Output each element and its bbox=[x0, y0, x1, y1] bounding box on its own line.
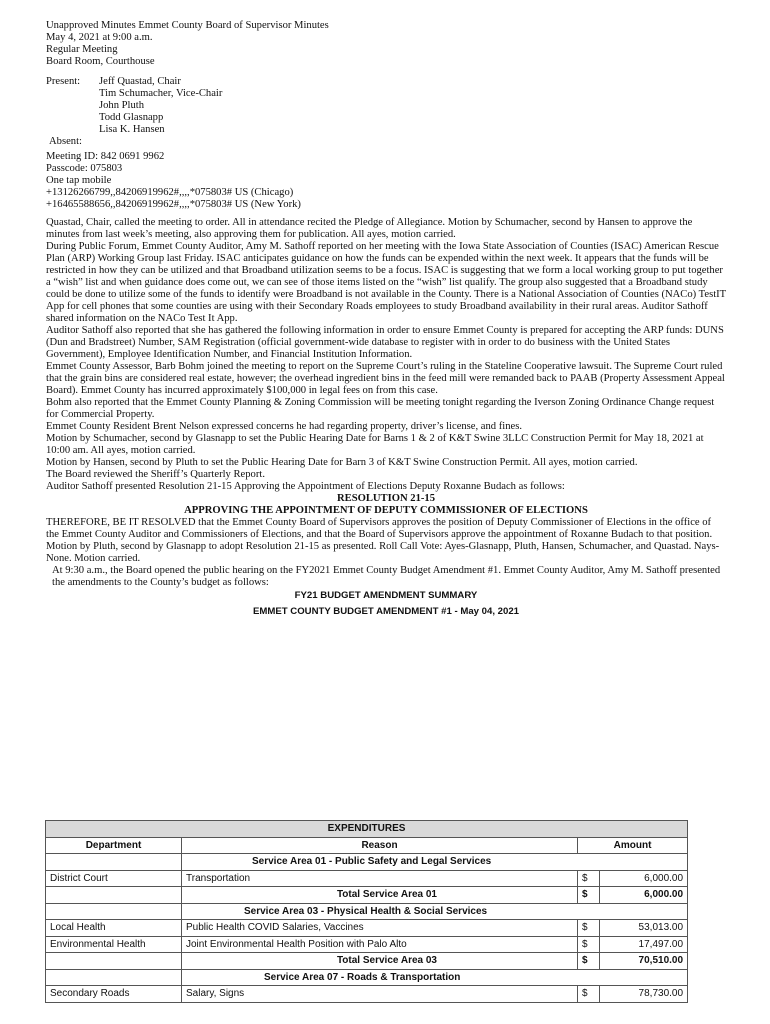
reason-cell: Transportation bbox=[182, 870, 578, 887]
paragraph-hearing-barns-1-2: Motion by Schumacher, second by Glasnapp to set the Public Hearing Date for Barns 1 & 2 of K&T Swine 3LLC Construction Permit for May 18, 2021 at 10:00 am. All ayes, motion carried. bbox=[46, 433, 704, 456]
paragraph-arp-funds: Auditor Sathoff also reported that she has gathered the following information in order to ensure Emmet County is prepared for accepting the ARP funds: DUNS (Dun and Bradstreet) Number, SAM Registration (official government-wide database to register with in order to do business with the United States Government), Employee Identification Number, and Financial Institution Information. bbox=[46, 325, 724, 360]
department-cell: Secondary Roads bbox=[46, 986, 182, 1003]
service-area-heading: Service Area 03 - Physical Health & Social Services bbox=[182, 903, 688, 920]
budget-table bbox=[45, 820, 688, 1003]
amount-cell: 17,497.00 bbox=[600, 936, 688, 953]
amount-cell: 6,000.00 bbox=[600, 870, 688, 887]
resolution-title: APPROVING THE APPOINTMENT OF DEPUTY COMMISSIONER OF ELECTIONS bbox=[184, 505, 588, 516]
currency-symbol: $ bbox=[578, 953, 600, 970]
minutes-document bbox=[46, 20, 726, 618]
paragraph-sheriff-report: The Board reviewed the Sheriff’s Quarterly Report. bbox=[46, 469, 265, 480]
amount-cell: 53,013.00 bbox=[600, 920, 688, 937]
paragraph-assessor-report: Emmet County Assessor, Barb Bohm joined the meeting to report on the Supreme Court’s ruling in the Stateline Cooperative lawsuit. The Supreme Court ruled that the grain bins are considered real estate, however; the overhead ingredient bins in the feed mill were remanded back to PAAB (Property Assessment Appeal Board). Emmet County has incurred approximately $100,000 in legal fees on from this case. bbox=[46, 361, 725, 396]
amount-cell: 78,730.00 bbox=[600, 986, 688, 1003]
total-row bbox=[46, 953, 688, 970]
reason-cell: Joint Environmental Health Position with Palo Alto bbox=[182, 936, 578, 953]
meeting-line: Meeting ID: 842 0691 9962 bbox=[46, 151, 165, 162]
currency-symbol: $ bbox=[578, 920, 600, 937]
paragraph-resolution-intro: Auditor Sathoff presented Resolution 21-15 Approving the Appointment of Elections Deputy Roxanne Budach as follows: bbox=[46, 481, 565, 492]
reason-cell: Public Health COVID Salaries, Vaccines bbox=[182, 920, 578, 937]
table-section-row bbox=[46, 821, 688, 838]
service-area-heading: Service Area 07 - Roads & Transportation bbox=[182, 969, 688, 986]
budget-amendment-title: EMMET COUNTY BUDGET AMENDMENT #1 - May 04, 2021 bbox=[252, 606, 519, 617]
meeting-line: +13126266799,,84206919962#,,,,*075803# US (Chicago) bbox=[46, 187, 294, 198]
present-name: John Pluth bbox=[99, 100, 145, 111]
currency-symbol: $ bbox=[578, 870, 600, 887]
document-header bbox=[46, 20, 726, 68]
meeting-line: +16465588656,,84206919962#,,,,*075803# US (New York) bbox=[46, 199, 301, 210]
resolution-number: RESOLUTION 21-15 bbox=[336, 493, 435, 504]
total-amount: 6,000.00 bbox=[600, 887, 688, 904]
present-name: Todd Glasnapp bbox=[99, 112, 164, 123]
service-area-heading: Service Area 01 - Public Safety and Legal Services bbox=[182, 854, 688, 871]
reason-cell: Salary, Signs bbox=[182, 986, 578, 1003]
header-line: Unapproved Minutes Emmet County Board of Supervisor Minutes bbox=[46, 20, 329, 31]
currency-symbol: $ bbox=[578, 936, 600, 953]
attendance bbox=[46, 76, 726, 148]
expenditures-heading: EXPENDITURES bbox=[46, 821, 688, 838]
column-header-amount: Amount bbox=[578, 837, 688, 854]
total-row bbox=[46, 887, 688, 904]
currency-symbol: $ bbox=[578, 986, 600, 1003]
paragraph-public-forum: During Public Forum, Emmet County Auditor, Amy M. Sathoff reported on her meeting with the Iowa State Association of Counties (ISAC) American Rescue Plan (ARP) Working Group last Friday. ISAC anticipates guidance on how the funds can be expended within the next week. It appears that the funds will be restricted in how they can be utilized and that Broadband utilization seems to be a focus. ISAC is suggesting that we form a local working group to put together a “wish” list and when guidance does come out, we can see of those items listed on the “wish” list qualify. The group also suggested that a Broadband study could be done to utilize some of the funds to identify were Broadband is not available in the County. There is a National Association of Counties (NACo) TestIT App for cell phones that some counties are using with their Secondary Roads employees to study Broadband availability in their rural areas. Auditor Sathoff shared information on the NACo Test It App. bbox=[46, 241, 726, 324]
column-header-department: Department bbox=[46, 837, 182, 854]
table-row bbox=[46, 870, 688, 887]
department-cell: Local Health bbox=[46, 920, 182, 937]
present-name: Lisa K. Hansen bbox=[99, 124, 165, 135]
paragraph-roll-call: Motion by Pluth, second by Glasnapp to adopt Resolution 21-15 as presented. Roll Call Vote: Ayes-Glasnapp, Pluth, Hansen, Schumacher, and Quastad. Nays- None. Motion carried. bbox=[46, 541, 720, 564]
department-cell: District Court bbox=[46, 870, 182, 887]
header-line: May 4, 2021 at 9:00 a.m. bbox=[46, 32, 153, 43]
service-area-heading-row bbox=[46, 903, 688, 920]
table-row bbox=[46, 936, 688, 953]
paragraph-call-to-order: Quastad, Chair, called the meeting to order. All in attendance recited the Pledge of Allegiance. Motion by Schumacher, second by Hansen to approve the minutes from last week’s meeting, also approving them for publication. All ayes, motion carried. bbox=[46, 217, 693, 240]
table-header-row bbox=[46, 837, 688, 854]
paragraph-hearing-barn-3: Motion by Hansen, second by Pluth to set the Public Hearing Date for Barn 3 of K&T Swine Construction Permit. All ayes, motion carried. bbox=[46, 457, 638, 468]
absent-label: Absent: bbox=[49, 136, 82, 147]
department-cell: Environmental Health bbox=[46, 936, 182, 953]
service-area-heading-row bbox=[46, 969, 688, 986]
present-label: Present: bbox=[46, 76, 81, 87]
paragraph-zoning: Bohm also reported that the Emmet County Planning & Zoning Commission will be meeting tonight regarding the Iverson Zoning Ordinance Change request for Commercial Property. bbox=[46, 397, 715, 420]
header-line: Regular Meeting bbox=[46, 44, 118, 55]
table-row bbox=[46, 986, 688, 1003]
header-line: Board Room, Courthouse bbox=[46, 56, 155, 67]
meeting-info bbox=[46, 151, 726, 211]
present-list bbox=[46, 76, 726, 88]
meeting-line: One tap mobile bbox=[46, 175, 112, 186]
paragraph-resident-concerns: Emmet County Resident Brent Nelson expressed concerns he had regarding property, driver’s license, and fines. bbox=[46, 421, 522, 432]
total-amount: 70,510.00 bbox=[600, 953, 688, 970]
present-name: Tim Schumacher, Vice-Chair bbox=[99, 88, 223, 99]
present-name: Jeff Quastad, Chair bbox=[99, 76, 181, 87]
column-header-reason: Reason bbox=[182, 837, 578, 854]
table-row bbox=[46, 920, 688, 937]
meeting-line: Passcode: 075803 bbox=[46, 163, 123, 174]
paragraph-budget-hearing: At 9:30 a.m., the Board opened the public hearing on the FY2021 Emmet County Budget Amendment #1. Emmet County Auditor, Amy M. Sathoff presented the amendments to the County’s budget as follows: bbox=[52, 565, 721, 588]
paragraph-resolved: THEREFORE, BE IT RESOLVED that the Emmet County Board of Supervisors approves the position of Deputy Commissioner of Elections in the office of the Emmet County Auditor and Commissioners of Elections, and that the Board of Supervisors approve the appointment of Roxanne Budach to that position. bbox=[46, 517, 713, 540]
currency-symbol: $ bbox=[578, 887, 600, 904]
total-label: Total Service Area 01 bbox=[182, 887, 578, 904]
total-label: Total Service Area 03 bbox=[182, 953, 578, 970]
service-area-heading-row bbox=[46, 854, 688, 871]
budget-summary-title: FY21 BUDGET AMENDMENT SUMMARY bbox=[294, 590, 478, 601]
